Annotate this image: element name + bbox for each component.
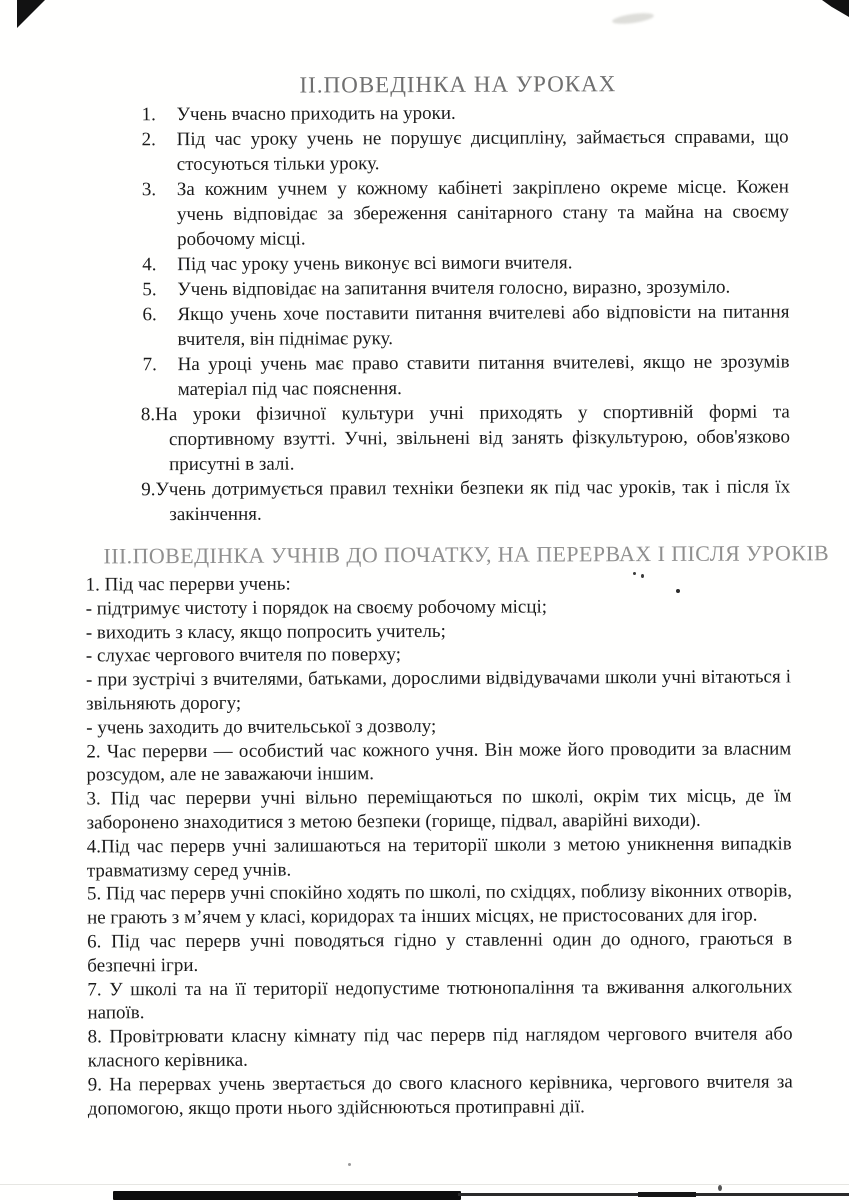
section-2-title: ІІ.ПОВЕДІНКА НА УРОКАХ	[299, 71, 617, 98]
paragraph: - виходить з класу, якщо попросить учитель;	[85, 620, 446, 644]
list-item	[142, 274, 789, 302]
item-text: Учень вчасно приходить на уроки.	[176, 102, 456, 126]
section-3-title: ІІІ.ПОВЕДІНКА УЧНІВ ДО ПОЧАТКУ, НА ПЕРЕРВАХ І ПІСЛЯ УРОКІВ	[103, 540, 830, 569]
ink-speck	[633, 572, 636, 575]
ink-speck	[718, 1185, 722, 1191]
item-number: 4.	[142, 254, 157, 276]
item-text: На уроки фізичної культури учні приходять у спортивній формі та спортивному взутті. Учні, звільнені від занять фізкультурою, обов'язково присутні в залі.	[155, 401, 791, 476]
item-number: 1.	[141, 104, 156, 126]
item-text: Під час уроку учень виконує всі вимоги вчителя.	[177, 252, 573, 276]
scan-bottom-rule	[0, 1184, 849, 1185]
item-text: Якщо учень хоче поставити питання вчителеві або відповісти на питання вчителя, він піднімає руку.	[177, 301, 790, 351]
list-item	[141, 474, 790, 527]
item-number: 8.	[140, 404, 156, 426]
paragraph: - підтримує чистоту і порядок на своєму робочому місці;	[85, 596, 548, 620]
paragraph: 5. Під час перерв учні спокійно ходять по школі, по східцях, поблизу віконних отворів, не грають з м’ячем у класі, коридорах та інших місцях, не пристосованих для ігор.	[86, 880, 792, 929]
item-number: 9.	[141, 479, 156, 501]
item-text: Під час уроку учень не порушує дисципліну, займається справами, що стосуються тільки уроку.	[176, 126, 789, 176]
item-number: 2.	[141, 129, 156, 151]
list-item	[143, 349, 790, 402]
item-text: За кожним учнем у кожному кабінеті закріплено окреме місце. Кожен учень відповідає за збереження санітарного стану та майна на своєму робочому місці.	[176, 176, 790, 251]
item-text: На уроці учень має право ставити питання вчителеві, якщо не зрозумів матеріал під час пояснення.	[177, 351, 790, 401]
section-3-body	[86, 570, 793, 1120]
scan-artifact-bottom-band	[113, 1191, 461, 1200]
item-text: Учень відповідає на запитання вчителя голосно, виразно, зрозуміло.	[177, 276, 731, 301]
item-number: 3.	[141, 179, 157, 201]
list-item	[142, 174, 789, 252]
paragraph: - учень заходить до вчительської з дозволу;	[86, 715, 437, 739]
paragraph: - при зустрічі з вчителями, батьками, дорослими відвідувачами школи учні вітаються і звільняють дорогу;	[85, 666, 792, 715]
list-item	[141, 99, 788, 127]
section-2-list	[141, 99, 789, 402]
ink-speck	[676, 589, 680, 593]
paragraph: 9. На перервах учень звертається до свого класного керівника, чергового вчителя за допомогою, якщо проти нього здійснюються протиправні дії.	[87, 1071, 793, 1120]
paragraph: 3. Під час перерви учні вільно переміщаються по школі, окрім тих місць, де їм заборонено знаходитися з метою безпеки (горище, підвал, аварійні виходи).	[86, 785, 792, 834]
paragraph: 2. Час перерви — особистий час кожного учня. Він може його проводити за власним розсудом, але не заважаючи іншим.	[86, 737, 792, 786]
item-number: 6.	[142, 304, 157, 326]
item-text: Учень дотримується правил техніки безпеки як під час уроків, так і після їх закінчення.	[155, 476, 791, 526]
paragraph: 7. У школі та на її території недопустиме тютюнопаління та вживання алкогольних напоїв.	[87, 975, 793, 1024]
item-number: 5.	[142, 279, 157, 301]
paragraph: 1. Під час перерви учень:	[85, 573, 291, 596]
paragraph: 4.Під час перерв учні залишаються на території школи з метою уникнення випадків травматизму серед учнів.	[86, 833, 792, 882]
paragraph: - слухає чергового вчителя по поверху;	[85, 644, 402, 667]
list-item	[142, 299, 789, 352]
ink-speck	[641, 574, 644, 578]
paragraph: 6. Під час перерв учні поводяться гідно у ставленні один до одного, граються в безпечні ігри.	[87, 928, 793, 977]
paragraph: 8. Провітрювати класну кімнату під час перерв під наглядом чергового вчителя або класного керівника.	[87, 1023, 793, 1072]
list-item	[141, 399, 790, 477]
scan-artifact-bottom-nub	[638, 1192, 696, 1197]
item-number: 7.	[142, 354, 157, 376]
list-item	[142, 124, 789, 177]
ink-speck	[348, 1163, 351, 1166]
list-item	[142, 249, 789, 277]
